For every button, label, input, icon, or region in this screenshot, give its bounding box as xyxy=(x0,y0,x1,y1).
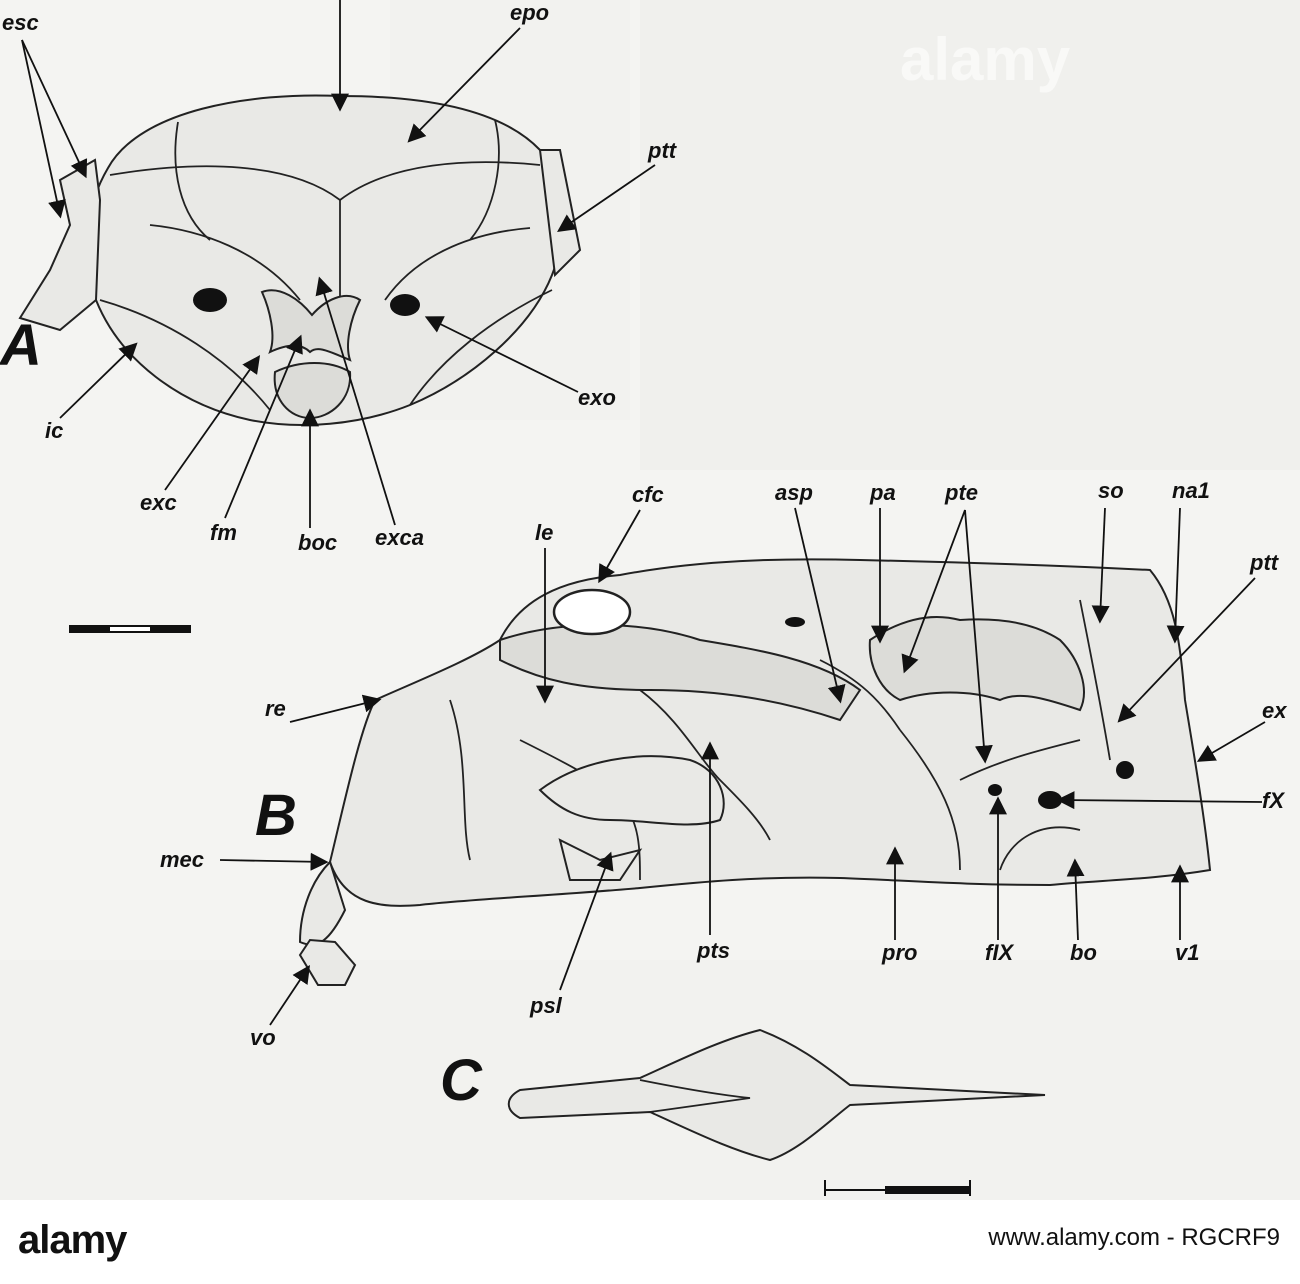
scale-bar-a xyxy=(70,626,190,632)
panel-c-letter: C xyxy=(440,1048,482,1113)
label-exc: exc xyxy=(140,490,177,515)
label-vo: vo xyxy=(250,1025,276,1050)
label-epo: epo xyxy=(510,0,550,25)
label-esc: esc xyxy=(2,10,39,35)
label-v1: v1 xyxy=(1175,940,1200,965)
panel-b-letter: B xyxy=(255,783,297,848)
watermark-overlay: alamy xyxy=(900,26,1071,93)
label-fm: fm xyxy=(210,520,237,545)
label-mec: mec xyxy=(160,847,205,872)
label-boc: boc xyxy=(298,530,338,555)
label-na1: na1 xyxy=(1172,478,1210,503)
label-pro: pro xyxy=(882,940,918,965)
panel-b-skull xyxy=(300,559,1210,985)
label-pts: pts xyxy=(697,938,730,963)
watermark-logo: alamy xyxy=(18,1218,127,1262)
label-re: re xyxy=(265,696,286,721)
label-psl: psl xyxy=(530,993,562,1018)
label-ic: ic xyxy=(45,418,64,443)
stock-footer xyxy=(0,1200,1300,1284)
label-pte: pte xyxy=(945,480,978,505)
label-fX: fX xyxy=(1262,788,1284,813)
label-cfc: cfc xyxy=(632,482,664,507)
label-ptt-b: ptt xyxy=(1250,550,1279,575)
label-so: so xyxy=(1098,478,1124,503)
label-ptt-a: ptt xyxy=(648,138,677,163)
panel-a-letter: A xyxy=(0,313,42,378)
label-exca: exca xyxy=(375,525,424,550)
label-pa: pa xyxy=(870,480,896,505)
watermark-id: www.alamy.com - RGCRF9 xyxy=(988,1224,1280,1251)
label-bo: bo xyxy=(1070,940,1097,965)
label-ex: ex xyxy=(1262,698,1287,723)
label-fIX: fIX xyxy=(985,940,1014,965)
label-exo: exo xyxy=(578,385,616,410)
label-asp: asp xyxy=(775,480,813,505)
label-le: le xyxy=(535,520,554,545)
